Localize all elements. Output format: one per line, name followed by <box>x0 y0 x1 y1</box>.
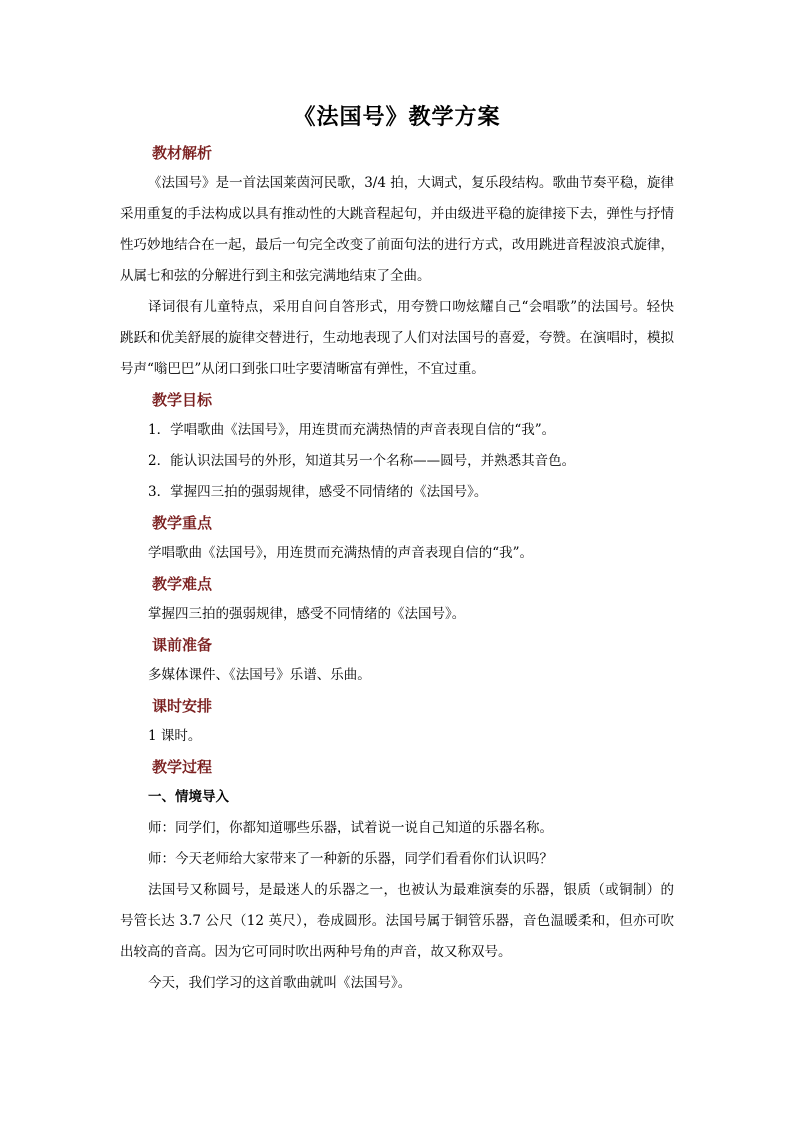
section-heading-process: 教学过程 <box>152 758 213 776</box>
process-paragraph: 法国号又称圆号，是最迷人的乐器之一，也被认为最难演奏的乐器，银质（或铜制）的号管长达 3.7 公尺（12 英尺），卷成圆形。法国号属于铜管乐器，音色温暖柔和，但亦可吹出较高的音高。因为它可同时吹出两种号角的声音，故又称双号。 <box>120 882 674 960</box>
difficulties-text: 掌握四三拍的强弱规律，感受不同情绪的《法国号》。 <box>148 606 466 622</box>
dialogue-line: 师：同学们，你都知道哪些乐器，试着说一说自己知道的乐器名称。 <box>148 820 553 836</box>
section-heading-analysis: 教材解析 <box>152 144 213 162</box>
objective-item: 2．能认识法国号的外形，知道其另一个名称——圆号，并熟悉其音色。 <box>148 453 576 469</box>
objective-item: 3．掌握四三拍的强弱规律，感受不同情绪的《法国号》。 <box>148 484 488 500</box>
section-heading-preparation: 课前准备 <box>152 636 213 654</box>
schedule-text: 1 课时。 <box>148 728 202 744</box>
analysis-paragraph: 《法国号》是一首法国莱茵河民歌，3/4 拍，大调式，复乐段结构。歌曲节奏平稳，旋律采用重复的手法构成以具有推动性的大跳音程起句，并由级进平稳的旋律接下去，弹性与抒情性巧妙地结合在一起，最后一句完全改变了前面句法的进行方式，改用跳进音程波浪式旋律，从属七和弦的分解进行到主和弦完满地结束了全曲。 <box>120 175 674 284</box>
process-subheading: 一、情境导入 <box>148 789 229 805</box>
section-heading-key-points: 教学重点 <box>152 514 213 532</box>
key-points-text: 学唱歌曲《法国号》，用连贯而充满热情的声音表现自信的“我”。 <box>148 545 534 561</box>
section-heading-schedule: 课时安排 <box>152 697 213 715</box>
process-paragraph: 今天，我们学习的这首歌曲就叫《法国号》。 <box>148 975 412 991</box>
analysis-paragraph: 译词很有儿童特点，采用自问自答形式，用夸赞口吻炫耀自己“会唱歌”的法国号。轻快跳跃和优美舒展的旋律交替进行，生动地表现了人们对法国号的喜爱，夸赞。在演唱时，模拟号声“嗡巴巴”从闭口到张口吐字要清晰富有弹性，不宜过重。 <box>120 299 674 377</box>
preparation-text: 多媒体课件、《法国号》乐谱、乐曲。 <box>148 667 371 683</box>
dialogue-line: 师：今天老师给大家带来了一种新的乐器，同学们看看你们认识吗？ <box>148 851 553 867</box>
document-body <box>120 100 674 999</box>
objective-item: 1．学唱歌曲《法国号》，用连贯而充满热情的声音表现自信的“我”。 <box>148 422 556 438</box>
document-title: 《法国号》教学方案 <box>293 104 501 130</box>
section-heading-objectives: 教学目标 <box>152 391 213 409</box>
section-heading-difficulties: 教学难点 <box>152 575 213 593</box>
